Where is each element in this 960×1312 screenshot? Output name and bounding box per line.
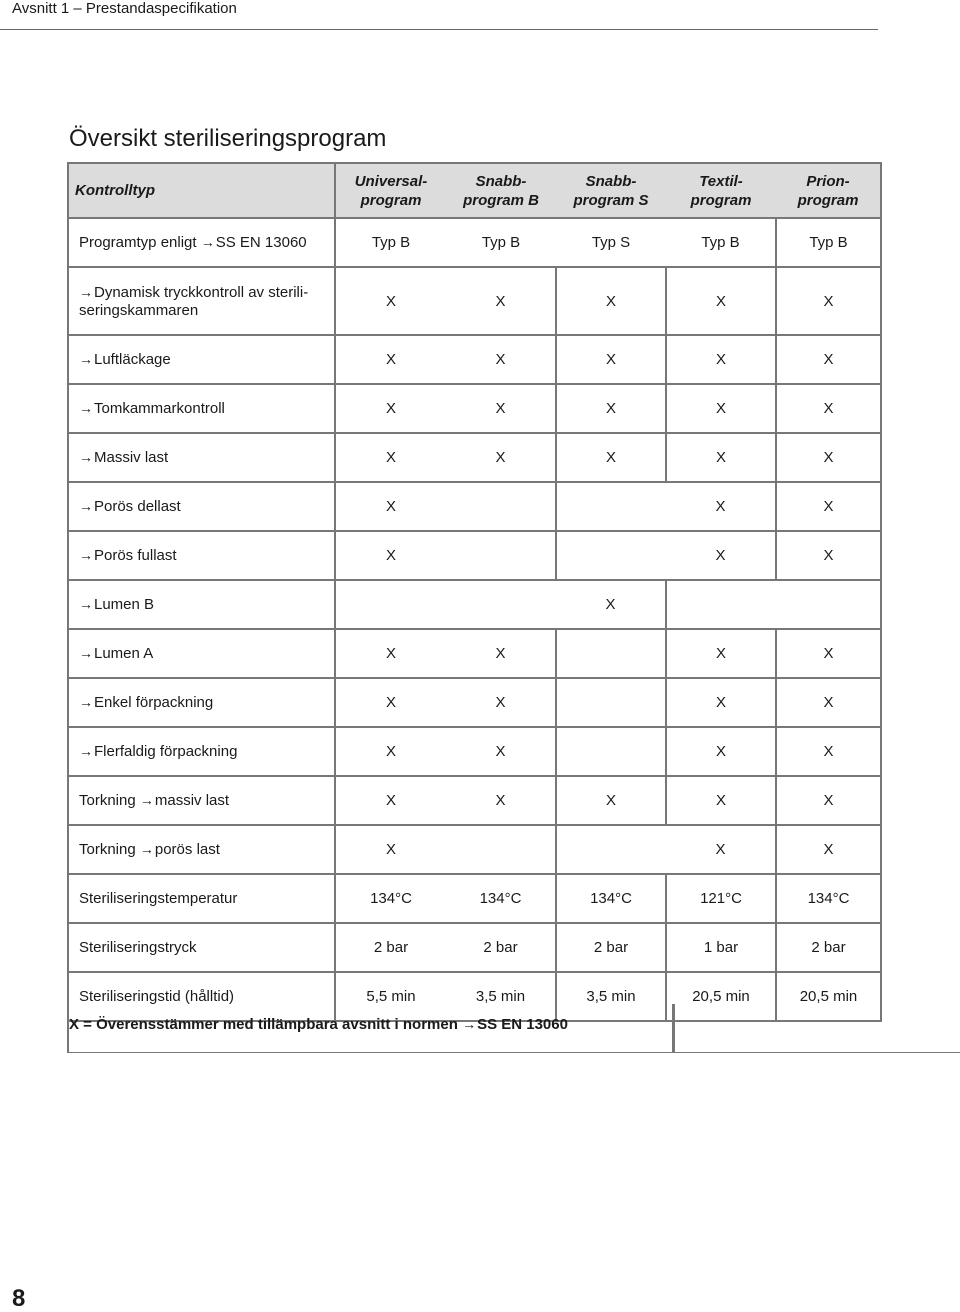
- table-cell: 3,5 min: [556, 972, 666, 1021]
- row-label: →Dynamisk tryckkontroll av sterili-seringskammaren: [68, 267, 335, 335]
- table-cell: X: [446, 384, 556, 433]
- table-cell: X: [335, 433, 446, 482]
- table-cell: [335, 580, 446, 629]
- table-cell: 2 bar: [335, 923, 446, 972]
- table-cell: X: [446, 629, 556, 678]
- table-cell: X: [776, 678, 881, 727]
- table-row: [68, 776, 881, 825]
- row-label: Steriliseringstid (hålltid): [68, 972, 335, 1021]
- table-cell: X: [335, 384, 446, 433]
- table-cell: 20,5 min: [776, 972, 881, 1021]
- table-row: [68, 678, 881, 727]
- table-cell: X: [556, 335, 666, 384]
- sterilization-program-table: [67, 162, 882, 1022]
- table-cell: [776, 580, 881, 629]
- arrow-icon: →: [79, 498, 93, 514]
- arrow-icon: →: [79, 547, 93, 563]
- table-cell: X: [666, 267, 776, 335]
- row-label: Torkning →massiv last: [68, 776, 335, 825]
- header-universalprogram: Universal- program: [335, 163, 446, 218]
- table-cell: X: [776, 776, 881, 825]
- row-label: Steriliseringstemperatur: [68, 874, 335, 923]
- table-row: [68, 335, 881, 384]
- table-cell: X: [335, 482, 446, 531]
- table-cell: 134°C: [335, 874, 446, 923]
- running-head: Avsnitt 1 – Prestandaspecifikation: [12, 0, 237, 17]
- footnote-empty-cell: [673, 1004, 960, 1053]
- row-label: Programtyp enligt →SS EN 13060: [68, 218, 335, 267]
- table-cell: 121°C: [666, 874, 776, 923]
- table-cell: 2 bar: [776, 923, 881, 972]
- table-cell: X: [776, 384, 881, 433]
- table-cell: [556, 531, 666, 580]
- table-cell: X: [446, 433, 556, 482]
- table-cell: X: [446, 727, 556, 776]
- table-cell: X: [666, 678, 776, 727]
- row-label: Torkning →porös last: [68, 825, 335, 874]
- table-cell: X: [776, 727, 881, 776]
- table-cell: Typ B: [776, 218, 881, 267]
- table-cell: X: [556, 433, 666, 482]
- table-cell: [556, 482, 666, 531]
- footnote: [67, 1004, 673, 1053]
- table-row: [68, 267, 881, 335]
- table-row: [68, 923, 881, 972]
- table-cell: [446, 580, 556, 629]
- table-cell: X: [666, 335, 776, 384]
- table-cell: X: [335, 678, 446, 727]
- table-cell: [446, 531, 556, 580]
- table-row: [68, 825, 881, 874]
- table-cell: [556, 727, 666, 776]
- table-cell: X: [335, 629, 446, 678]
- table-row: [68, 580, 881, 629]
- table-header-row: [68, 163, 881, 218]
- table-cell: X: [335, 727, 446, 776]
- row-label: →Luftläckage: [68, 335, 335, 384]
- table-cell: Typ B: [335, 218, 446, 267]
- table-cell: X: [446, 678, 556, 727]
- table-cell: X: [666, 482, 776, 531]
- table-cell: X: [446, 776, 556, 825]
- table-cell: [556, 629, 666, 678]
- table-cell: X: [335, 267, 446, 335]
- header-prionprogram: Prion- program: [776, 163, 881, 218]
- table-cell: [556, 825, 666, 874]
- table-cell: X: [776, 629, 881, 678]
- arrow-icon: →: [462, 1016, 477, 1032]
- row-label: Steriliseringstryck: [68, 923, 335, 972]
- table-cell: 134°C: [776, 874, 881, 923]
- row-label: →Tomkammarkontroll: [68, 384, 335, 433]
- section-title: Översikt steriliseringsprogram: [69, 125, 387, 152]
- row-label: →Lumen B: [68, 580, 335, 629]
- footnote-text: X = Överensstämmer med tillämpbara avsnitt i normen →SS EN 13060: [69, 1016, 568, 1033]
- table-cell: Typ B: [446, 218, 556, 267]
- table-cell: 5,5 min: [335, 972, 446, 1021]
- table-cell: X: [446, 335, 556, 384]
- arrow-icon: →: [79, 283, 93, 300]
- table-cell: X: [335, 531, 446, 580]
- table-cell: X: [556, 776, 666, 825]
- table-row: [68, 384, 881, 433]
- table-cell: X: [666, 531, 776, 580]
- table-cell: 2 bar: [556, 923, 666, 972]
- table-cell: X: [556, 580, 666, 629]
- table-cell: Typ S: [556, 218, 666, 267]
- table-row: [68, 531, 881, 580]
- arrow-icon: →: [200, 234, 215, 250]
- table-cell: 2 bar: [446, 923, 556, 972]
- row-label: →Lumen A: [68, 629, 335, 678]
- table-row: [68, 482, 881, 531]
- table-row: [68, 727, 881, 776]
- table-cell: 134°C: [446, 874, 556, 923]
- table-row: [68, 218, 881, 267]
- table-cell: X: [556, 384, 666, 433]
- arrow-icon: →: [79, 645, 93, 661]
- row-label: →Porös fullast: [68, 531, 335, 580]
- row-label: →Enkel förpackning: [68, 678, 335, 727]
- table-cell: X: [666, 776, 776, 825]
- table-cell: 134°C: [556, 874, 666, 923]
- arrow-icon: →: [79, 400, 93, 416]
- table-row: [68, 433, 881, 482]
- table-cell: X: [556, 267, 666, 335]
- header-textilprogram: Textil- program: [666, 163, 776, 218]
- table-row: [68, 874, 881, 923]
- table-cell: [446, 482, 556, 531]
- arrow-icon: →: [79, 449, 93, 465]
- arrow-icon: →: [79, 743, 93, 759]
- header-snabbprogram-b: Snabb- program B: [446, 163, 556, 218]
- page-number: 8: [12, 1285, 26, 1312]
- table-cell: 20,5 min: [666, 972, 776, 1021]
- table-cell: X: [666, 825, 776, 874]
- arrow-icon: →: [139, 792, 154, 808]
- arrow-icon: →: [79, 596, 93, 612]
- table-cell: Typ B: [666, 218, 776, 267]
- table-cell: X: [335, 825, 446, 874]
- table-cell: 1 bar: [666, 923, 776, 972]
- header-snabbprogram-s: Snabb- program S: [556, 163, 666, 218]
- table-row: [68, 629, 881, 678]
- table-cell: X: [335, 335, 446, 384]
- table-cell: X: [776, 433, 881, 482]
- table-cell: 3,5 min: [446, 972, 556, 1021]
- row-label: →Massiv last: [68, 433, 335, 482]
- table-cell: X: [776, 267, 881, 335]
- arrow-icon: →: [79, 351, 93, 367]
- table-cell: X: [776, 335, 881, 384]
- table-cell: X: [666, 433, 776, 482]
- row-label: →Flerfaldig förpackning: [68, 727, 335, 776]
- row-label: →Porös dellast: [68, 482, 335, 531]
- header-kontrolltyp: Kontrolltyp: [68, 163, 335, 218]
- table-cell: X: [335, 776, 446, 825]
- table-cell: X: [776, 531, 881, 580]
- table-cell: X: [776, 482, 881, 531]
- table-cell: X: [666, 727, 776, 776]
- arrow-icon: →: [139, 841, 154, 857]
- table-cell: [666, 580, 776, 629]
- table-cell: X: [776, 825, 881, 874]
- table-cell: [556, 678, 666, 727]
- table-cell: X: [446, 267, 556, 335]
- header-rule: [0, 29, 878, 30]
- table-cell: [446, 825, 556, 874]
- table-cell: X: [666, 384, 776, 433]
- arrow-icon: →: [79, 694, 93, 710]
- table-cell: X: [666, 629, 776, 678]
